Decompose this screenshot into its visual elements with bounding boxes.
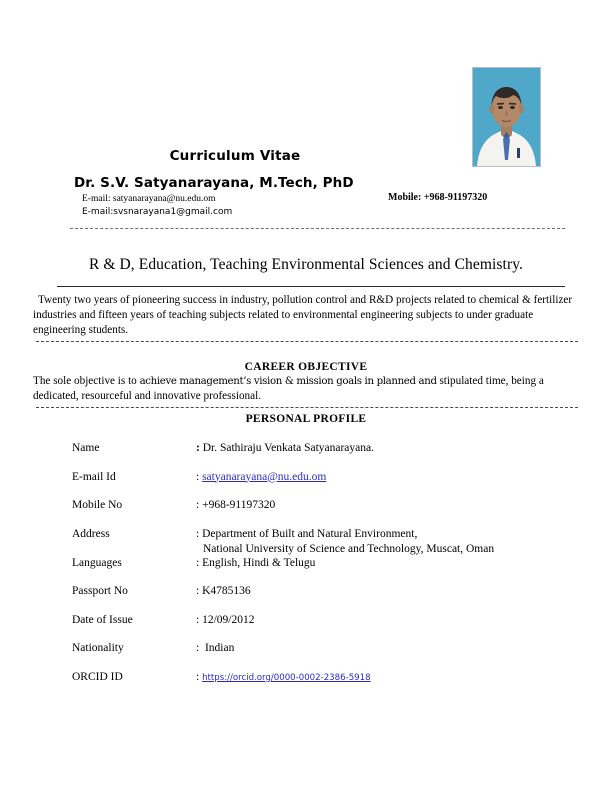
profile-value-address-line2: National University of Science and Technology, Muscat, Oman <box>203 542 495 555</box>
career-objective-part-2: achieve management’s vision & mission goals in planned and <box>139 376 437 387</box>
orcid-link[interactable]: https://orcid.org/0000-0002-2386-5918 <box>202 672 371 683</box>
headline: R & D, Education, Teaching Environmental Sciences and Chemistry. <box>88 256 524 273</box>
profile-sep-date-of-issue: : <box>196 613 200 626</box>
profile-row-name <box>72 441 572 455</box>
summary-text: Twenty two years of pioneering success in industry, pollution control and R&D projects related to chemical & fertilizer industries and fifteen years of teaching subjects related to environmental engineering subjects to under graduate engineering students. <box>33 294 573 336</box>
email-link[interactable]: satyanarayana@nu.edu.om <box>202 470 327 483</box>
profile-sep-languages: : <box>196 556 200 569</box>
profile-value-mobile <box>196 498 275 512</box>
profile-label-name: Name <box>72 442 100 454</box>
profile-value-email <box>196 470 326 484</box>
profile-value-passport <box>196 584 251 598</box>
profile-label-email: E-mail Id <box>72 470 116 483</box>
career-objective-paragraph <box>33 374 581 404</box>
portrait-photo-graphic <box>473 68 540 166</box>
profile-sep-orcid: : <box>196 670 200 683</box>
profile-value-address <box>196 527 417 541</box>
profile-sep-address: : <box>196 527 200 540</box>
profile-label-nationality: Nationality <box>72 642 124 654</box>
profile-value-name <box>196 441 374 455</box>
profile-value-date-of-issue-text: 12/09/2012 <box>202 613 255 626</box>
profile-value-mobile-text: +968-91197320 <box>202 499 276 511</box>
profile-label-address: Address <box>72 527 110 540</box>
profile-value-name-text: Dr. Sathiraju Venkata Satyanarayana. <box>202 442 374 454</box>
profile-sep-nationality: : <box>196 642 200 654</box>
portrait-photo <box>472 67 541 167</box>
profile-value-languages <box>196 556 315 570</box>
profile-row-orcid <box>72 670 572 685</box>
profile-label-passport: Passport No <box>72 585 128 597</box>
profile-value-nationality <box>196 641 234 655</box>
profile-sep-name: : <box>196 442 200 454</box>
profile-row-date-of-issue <box>72 613 572 627</box>
divider-dashed-top <box>70 228 565 229</box>
profile-sep-mobile: : <box>196 499 200 511</box>
mobile-header: Mobile: +968-91197320 <box>388 192 488 203</box>
email-primary: E-mail: satyanarayana@nu.edu.om <box>82 194 216 204</box>
person-name: Dr. S.V. Satyanarayana, M.Tech, PhD <box>74 175 354 191</box>
contact-emails <box>82 193 232 219</box>
divider-dashed-objective <box>36 407 578 408</box>
page-title: Curriculum Vitae <box>169 148 301 164</box>
profile-row-passport <box>72 584 572 598</box>
profile-label-orcid: ORCID ID <box>72 670 123 683</box>
divider-dashed-summary <box>36 341 578 342</box>
profile-value-orcid <box>196 670 371 685</box>
profile-sep-email: : <box>196 470 200 483</box>
profile-row-mobile <box>72 498 572 512</box>
divider-solid <box>57 286 565 287</box>
section-heading-personal-profile: PERSONAL PROFILE <box>245 413 367 425</box>
profile-row-nationality <box>72 641 572 655</box>
career-objective-part-1: The sole objective is to <box>33 375 140 387</box>
email-secondary: E-mail:svsnarayana1@gmail.com <box>82 207 233 217</box>
profile-value-address-line1: Department of Built and Natural Environment, <box>202 527 418 540</box>
profile-label-date-of-issue: Date of Issue <box>72 613 133 626</box>
profile-label-mobile: Mobile No <box>72 499 123 511</box>
section-heading-career-objective: CAREER OBJECTIVE <box>244 361 368 373</box>
profile-row-address <box>72 527 572 556</box>
profile-row-email <box>72 470 572 484</box>
profile-value-passport-text: K4785136 <box>202 585 251 597</box>
summary-paragraph <box>33 293 578 338</box>
profile-sep-passport: : <box>196 585 200 597</box>
profile-label-languages: Languages <box>72 556 122 569</box>
profile-value-languages-text: English, Hindi & Telugu <box>202 556 316 569</box>
profile-value-nationality-text: Indian <box>204 642 235 654</box>
profile-value-date-of-issue <box>196 613 254 627</box>
personal-profile-table <box>72 441 572 699</box>
profile-row-languages <box>72 556 572 570</box>
career-objective-part-3: stipulated time, being a dedicated, resourceful and innovative professional. <box>33 375 544 402</box>
